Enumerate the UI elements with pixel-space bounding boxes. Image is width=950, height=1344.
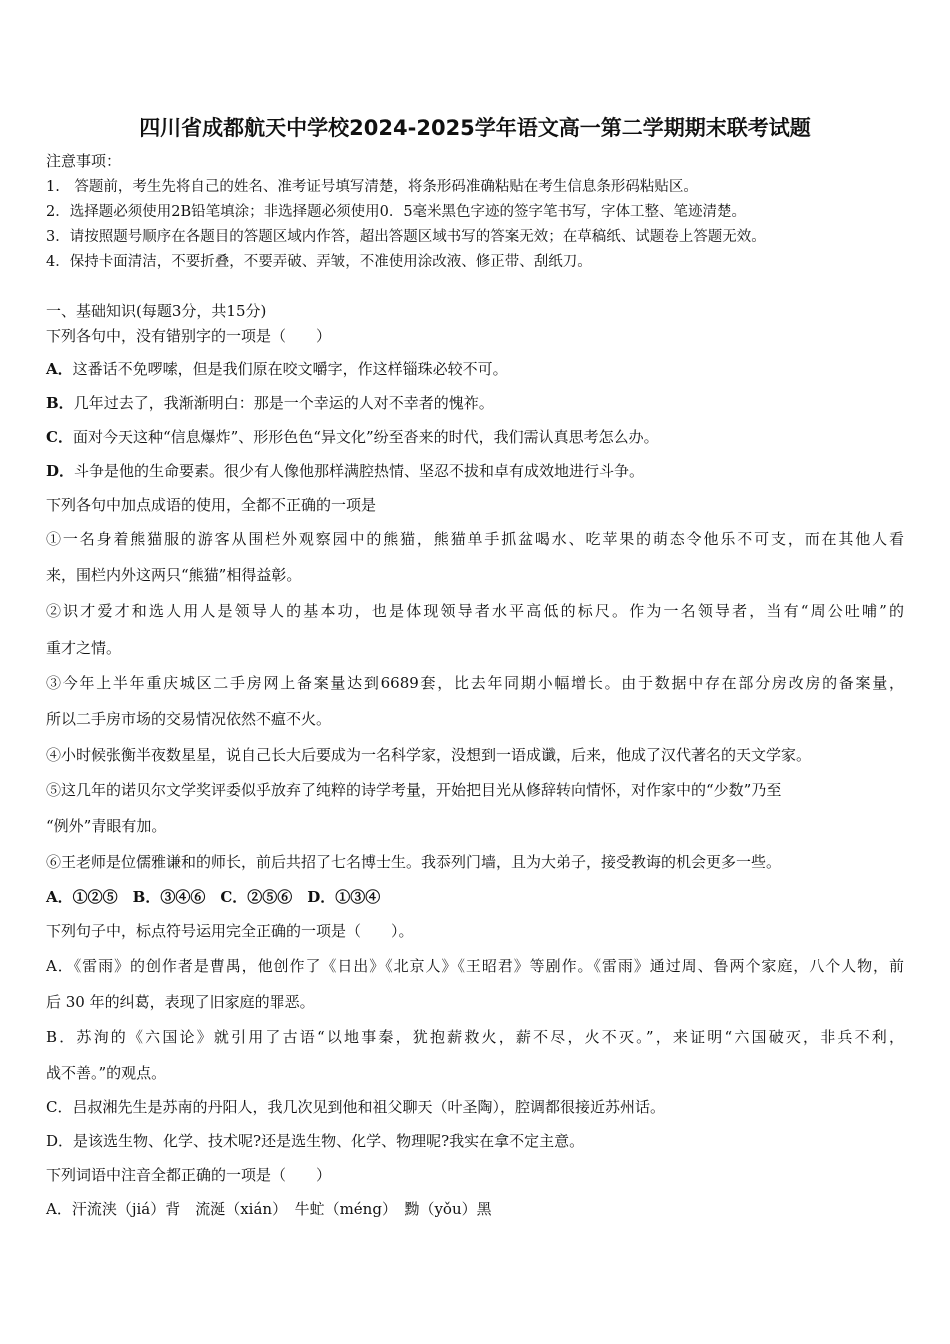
notice-heading: 注意事项： [46,152,122,170]
notice-item-2: 2．选择题必须使用2B铅笔填涂；非选择题必须使用0．5毫米黑色字迹的签字笔书写，字体工整、笔迹清楚。 [46,204,747,220]
question-2-sentence-2-cont: 重才之情。 [46,639,122,657]
option-text: 斗争是他的生命要素。很少有人像他那样满腔热情、坚忍不拔和卓有成效地进行斗争。 [74,462,645,480]
question-3-option-a: A．《雷雨》的创作者是曹禺，他创作了《日出》《北京人》《王昭君》等剧作。《雷雨》通过周、鲁两个家庭，八个人物，前 [46,957,904,975]
question-2-sentence-3-cont: 所以二手房市场的交易情况依然不瘟不火。 [46,710,332,728]
option-label: C． [46,428,73,446]
question-2-sentence-3: ③今年上半年重庆城区二手房网上备案量达到6689套，比去年同期小幅增长。由于数据中存在部分房改房的备案量， [46,674,904,692]
question-3-option-b: B．苏洵的《六国论》就引用了古语“以地事秦，犹抱薪救火，薪不尽，火不灭。”，来证明“六国破灭，非兵不利， [46,1028,904,1046]
section-heading: 一、基础知识(每题3分，共15分) [46,302,267,320]
question-3-stem: 下列句子中，标点符号运用完全正确的一项是（ ）。 [46,922,414,940]
option-label: B． [46,394,74,412]
question-1-option-c [46,427,659,447]
question-3-option-b-cont: 战不善。”的观点。 [46,1064,167,1082]
question-4-option-a: A．汗流浃（jiá）背 流涎（xián） 牛虻（méng） 黝（yǒu）黑 [46,1200,492,1218]
question-2-sentence-1: ①一名身着熊猫服的游客从围栏外观察园中的熊猫，熊猫单手抓盆喝水、吃苹果的萌态令他乐不可支，而在其他人看 [46,530,904,548]
option-label: A． [46,360,73,378]
question-1-stem: 下列各句中，没有错别字的一项是（ ） [46,327,332,345]
option-text: 这番话不免啰嗦，但是我们原在咬文嚼字，作这样锱珠必较不可。 [72,360,508,378]
question-3-option-d: D．是该选生物、化学、技术呢?还是选生物、化学、物理呢?我实在拿不定主意。 [46,1132,585,1150]
question-2-sentence-2: ②识才爱才和选人用人是领导人的基本功，也是体现领导者水平高低的标尺。作为一名领导者，当有“周公吐哺”的 [46,602,904,620]
notice-item-3: 3．请按照题号顺序在各题目的答题区域内作答，超出答题区域书写的答案无效；在草稿纸、试题卷上答题无效。 [46,229,766,245]
question-1-option-b [46,393,494,413]
question-2-sentence-5: ⑤这几年的诺贝尔文学奖评委似乎放弃了纯粹的诗学考量，开始把目光从修辞转向情怀，对作家中的“少数”乃至 [46,781,782,799]
notice-item-1: 1. 答题前，考生先将自己的姓名、准考证号填写清楚，将条形码准确粘贴在考生信息条形码粘贴区。 [46,179,698,195]
option-text: 几年过去了，我渐渐明白：那是一个幸运的人对不幸者的愧祚。 [73,394,494,412]
question-3-option-c: C．吕叔湘先生是苏南的丹阳人，我几次见到他和祖父聊天（叶圣陶），腔调都很接近苏州话。 [46,1098,665,1116]
option-text: 面对今天这种“信息爆炸”、形形色色“异文化”纷至沓来的时代，我们需认真思考怎么办。 [72,428,659,446]
question-2-sentence-5-cont: “例外”青眼有加。 [46,817,167,835]
question-4-stem: 下列词语中注音全都正确的一项是（ ） [46,1166,332,1184]
question-1-option-a [46,359,508,379]
question-2-sentence-4: ④小时候张衡半夜数星星，说自己长大后要成为一名科学家，没想到一语成谶，后来，他成了汉代著名的天文学家。 [46,746,812,764]
question-1-option-d [46,461,644,481]
question-2-sentence-6: ⑥王老师是位儒雅谦和的师长，前后共招了七名博士生。我忝列门墙，且为大弟子，接受教诲的机会更多一些。 [46,853,782,871]
notice-item-4: 4．保持卡面清洁，不要折叠，不要弄破、弄皱，不准使用涂改液、修正带、刮纸刀。 [46,254,592,270]
question-3-option-a-cont: 后 30 年的纠葛，表现了旧家庭的罪恶。 [46,993,315,1011]
page-title: 四川省成都航天中学校2024-2025学年语文高一第二学期期末联考试题 [139,116,811,140]
question-2-sentence-1-cont: 来，围栏内外这两只“熊猫”相得益彰。 [46,566,302,584]
question-2-options: A．①②⑤ B．③④⑥ C．②⑤⑥ D．①③④ [46,888,381,906]
option-label: D． [46,462,75,480]
question-2-stem: 下列各句中加点成语的使用，全都不正确的一项是 [46,496,377,514]
